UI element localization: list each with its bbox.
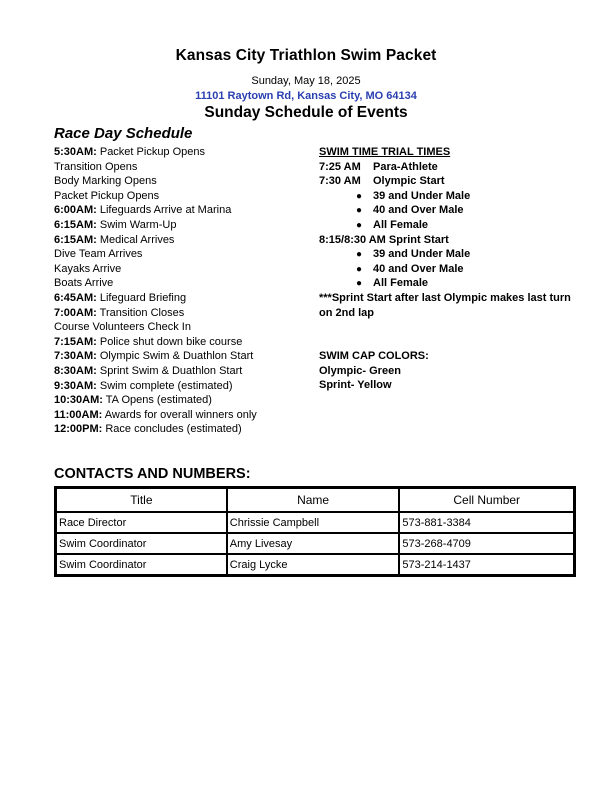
olympic-group-item: ● 39 and Under Male: [319, 189, 589, 204]
swim-cap-colors-heading: SWIM CAP COLORS:: [319, 350, 429, 363]
schedule-item: 7:15AM: Police shut down bike course: [54, 335, 243, 348]
schedule-item: 7:00AM: Transition Closes: [54, 306, 185, 319]
race-day-schedule-list: [54, 145, 314, 437]
olympic-cap-color: Olympic- Green: [319, 364, 401, 377]
contact-name-cell: Craig Lycke: [227, 554, 400, 575]
schedule-item: Transition Opens: [54, 160, 138, 173]
contact-name-cell: Amy Livesay: [227, 533, 400, 554]
bullet-icon: ●: [356, 249, 363, 261]
sprint-cap-color: Sprint- Yellow: [319, 379, 392, 392]
schedule-item: Course Volunteers Check In: [54, 321, 191, 334]
contact-title-cell: Race Director: [56, 512, 227, 533]
sprint-start-note: ***Sprint Start after last Olympic makes last turn on 2nd lap: [319, 291, 571, 319]
schedule-item: Boats Arrive: [54, 277, 114, 290]
table-row: [56, 533, 574, 554]
para-athlete-start: 7:25 AM Para-Athlete: [319, 160, 438, 173]
schedule-item: 6:00AM: Lifeguards Arrive at Marina: [54, 204, 232, 217]
contacts-table: [54, 486, 576, 577]
sprint-group-item: ● 40 and Over Male: [319, 262, 589, 277]
schedule-subtitle: Sunday Schedule of Events: [204, 104, 408, 121]
contact-name-cell: Chrissie Campbell: [227, 512, 400, 533]
schedule-item: 7:30AM: Olympic Swim & Duathlon Start: [54, 350, 254, 363]
schedule-item: 6:15AM: Swim Warm-Up: [54, 218, 177, 231]
olympic-group-item: ● 40 and Over Male: [319, 203, 589, 218]
schedule-item: 6:15AM: Medical Arrives: [54, 233, 175, 246]
schedule-item: 11:00AM: Awards for overall winners only: [54, 408, 257, 421]
schedule-item: Body Marking Opens: [54, 175, 157, 188]
bullet-icon: ●: [356, 190, 363, 202]
schedule-item: 9:30AM: Swim complete (estimated): [54, 379, 233, 392]
table-header-row: [56, 488, 574, 512]
column-header-title: Title: [56, 488, 227, 512]
table-row: [56, 512, 574, 533]
schedule-item: 5:30AM: Packet Pickup Opens: [54, 146, 206, 158]
schedule-item: Kayaks Arrive: [54, 262, 122, 275]
contact-phone-cell: 573-268-4709: [399, 533, 574, 554]
event-address: 11101 Raytown Rd, Kansas City, MO 64134: [195, 90, 417, 102]
olympic-start: 7:30 AM Olympic Start: [319, 175, 445, 188]
schedule-item: Dive Team Arrives: [54, 248, 143, 261]
schedule-item: 10:30AM: TA Opens (estimated): [54, 394, 212, 407]
sprint-group-item: ● 39 and Under Male: [319, 247, 589, 262]
sprint-start: 8:15/8:30 AM Sprint Start: [319, 233, 449, 246]
contact-phone-cell: 573-214-1437: [399, 554, 574, 575]
bullet-icon: ●: [356, 205, 363, 217]
bullet-icon: ●: [356, 263, 363, 275]
column-header-cell-number: Cell Number: [399, 488, 574, 512]
schedule-item: 6:45AM: Lifeguard Briefing: [54, 291, 187, 304]
contact-phone-cell: 573-881-3384: [399, 512, 574, 533]
contact-title-cell: Swim Coordinator: [56, 554, 227, 575]
swim-time-trial-section: [319, 145, 589, 393]
event-date: Sunday, May 18, 2025: [251, 75, 361, 87]
contact-title-cell: Swim Coordinator: [56, 533, 227, 554]
column-header-name: Name: [227, 488, 400, 512]
table-row: [56, 554, 574, 575]
schedule-item: Packet Pickup Opens: [54, 189, 160, 202]
document-title: Kansas City Triathlon Swim Packet: [175, 47, 437, 64]
bullet-icon: ●: [356, 278, 363, 290]
schedule-item: 12:00PM: Race concludes (estimated): [54, 423, 242, 436]
race-day-schedule-heading: Race Day Schedule: [54, 125, 193, 142]
swim-time-trial-heading: SWIM TIME TRIAL TIMES: [319, 146, 451, 158]
contacts-heading: CONTACTS AND NUMBERS:: [54, 466, 251, 482]
sprint-group-item: ● All Female: [319, 276, 589, 291]
schedule-item: 8:30AM: Sprint Swim & Duathlon Start: [54, 364, 243, 377]
bullet-icon: ●: [356, 219, 363, 231]
olympic-group-item: ● All Female: [319, 218, 589, 233]
